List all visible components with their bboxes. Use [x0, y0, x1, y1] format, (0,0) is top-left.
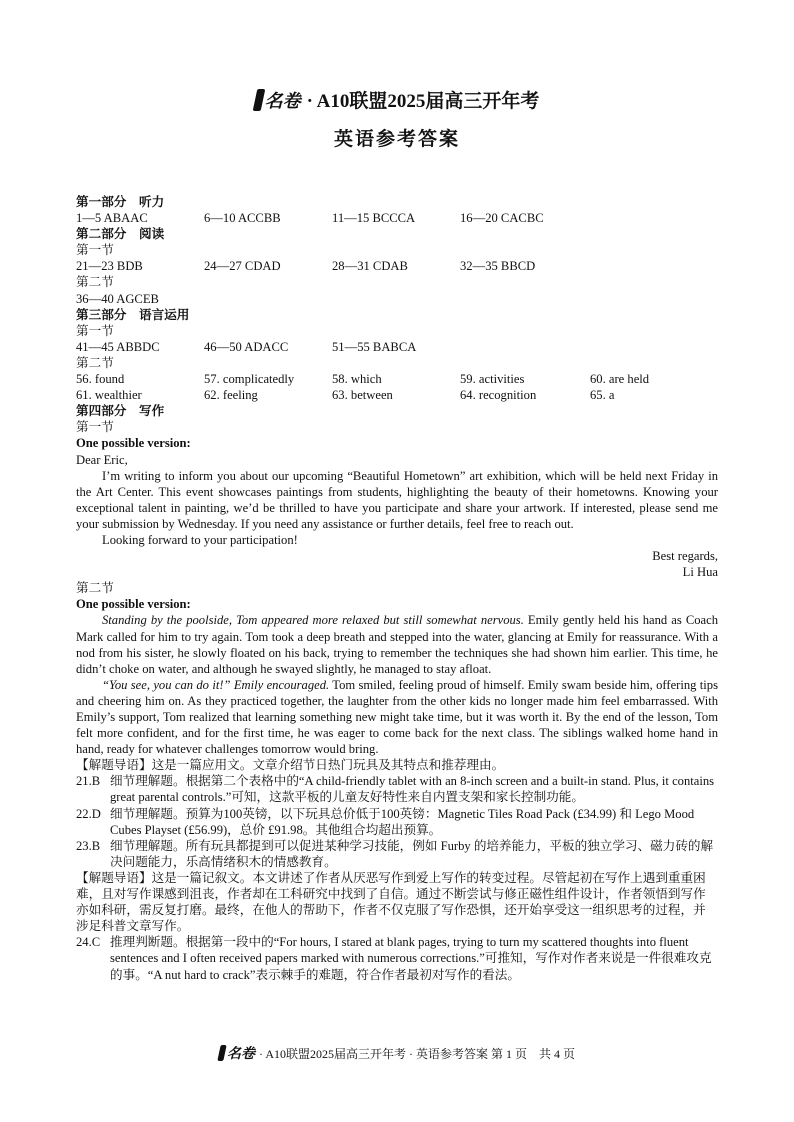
- answer-item: 57. complicatedly: [204, 372, 295, 387]
- question-number: 24.C: [76, 935, 101, 950]
- footer-logo-text: 名卷: [227, 1047, 255, 1062]
- answer-row: [76, 339, 718, 355]
- story-text: Tom smiled, feeling proud of himself. Emily swam beside him, offering tips and cheering him on. As they practiced together, the laughter from the other kids no longer made him feel embarrassed. With Emily’s support, Tom realized that learning something new might take time, but it was worth it. By the end of the lesson, Tom felt more confident, and for the first time, he was eager to come back for the next class. The siblings walked home hand in hand, ready for whatever challenges tomorrow would bring.: [76, 677, 718, 757]
- explanation-text: 推理判断题。根据第一段中的“For hours, I stared at blank pages, trying to turn my scattered thoughts into fluent sentences and I often received papers marked with numerous corrections.”可推知，写作对作者来说是一件很难攻克的事。“A nut hard to crack”表示棘手的难题，符合作者最初对写作的看法。: [110, 935, 712, 982]
- section-label: 第二节: [76, 355, 114, 370]
- question-number: 22.D: [76, 806, 101, 821]
- letter-closing: Best regards,: [652, 549, 718, 564]
- section-label: 第一节: [76, 323, 114, 338]
- answer-group: 36—40 AGCEB: [76, 291, 159, 306]
- explanation-text: 细节理解题。预算为100英镑，以下玩具总价低于100英镑：Magnetic Tiles Road Pack (£34.99) 和 Lego Mood Cubes Playset (£56.99)，总价 £91.98。其他组合均超出预算。: [110, 806, 695, 837]
- answer-item: 63. between: [332, 388, 393, 403]
- part4-heading: 第四部分 写作: [76, 404, 165, 419]
- footer-text: · A10联盟2025届高三开年考 · 英语参考答案 第 1 页 共 4 页: [259, 1046, 575, 1061]
- letter-body: I’m writing to inform you about our upcoming “Beautiful Hometown” art exhibition, which will be held next Friday in the Art Center. This event showcases paintings from students, highlighting the beauty of their hometowns. Knowing your exceptional talent in painting, we’d be thrilled to have you participate and share your artwork. If interested, please send me your submission by Wednesday. If you need any assistance or further details, feel free to reach out.: [76, 468, 718, 531]
- explanation-text: 细节理解题。根据第二个表格中的“A child-friendly tablet with an 8-inch screen and a built-in stand. Plus, it contains great parental controls.”可知，这款平板的儿童友好特性来自内置支架和家长控制功能。: [110, 774, 715, 805]
- explanation-guide: 【解题导语】这是一篇记叙文。本文讲述了作者从厌恶写作到爱上写作的转变过程。尽管起初在写作上遇到重重困难，且对写作课感到沮丧，作者却在工科研究中找到了自信。通过不断尝试与修正磁性组件设计，作者领悟到写作亦如科研，需反复打磨。最终，在他人的帮助下，作者不仅克服了写作恐惧，还开始享受这一组织思考的过程，并涉足科普文章写作。: [76, 870, 706, 934]
- answer-item: 60. are held: [590, 372, 650, 387]
- document-header: [0, 86, 794, 151]
- answer-item: 56. found: [76, 372, 125, 387]
- logo-text: 名卷: [264, 90, 301, 111]
- given-sentence: “You see, you can do it!” Emily encouraged.: [102, 677, 330, 692]
- story-text: Emily gently held his hand as Coach Mark called for him to try again. Tom took a deep breath and stepped into the water, glancing at Emily for reassurance. With a nod from his sister, he slowly floated on his back, trying to remember the techniques she had shown him earlier. This time, he didn’t choke on water, and although he swayed slightly, he managed to stay afloat.: [76, 613, 718, 676]
- answer-item: 65. a: [590, 388, 615, 403]
- answer-group: 1—5 ABAAC: [76, 211, 148, 226]
- brush-logo-icon: [217, 1045, 226, 1061]
- part3-heading: 第三部分 语言运用: [76, 307, 190, 322]
- story-paragraph-2: [76, 677, 718, 757]
- explanation-text: 细节理解题。所有玩具都提到可以促进某种学习技能，例如 Furby 的培养能力，平板的独立学习、磁力砖的解决问题能力，乐高情绪积木的情感教育。: [110, 838, 714, 869]
- answer-row: [76, 371, 718, 387]
- answer-group: 6—10 ACCBB: [204, 211, 281, 226]
- given-sentence: Standing by the poolside, Tom appeared more relaxed but still somewhat nervous.: [102, 613, 524, 628]
- section-label: 第一节: [76, 420, 114, 435]
- answer-row: [76, 291, 718, 307]
- answer-item: 59. activities: [460, 372, 525, 387]
- answer-group: 51—55 BABCA: [332, 339, 417, 354]
- section-label: 第一节: [76, 243, 114, 258]
- answer-item: 62. feeling: [204, 388, 258, 403]
- page-footer: [0, 1043, 794, 1063]
- answer-item: 64. recognition: [460, 388, 537, 403]
- explanation-guide: 【解题导语】这是一篇应用文。文章介绍节日热门玩具及其特点和推荐理由。: [76, 758, 505, 773]
- answer-row: [76, 387, 718, 403]
- story-paragraph-1: [76, 612, 718, 676]
- section-label: 第二节: [76, 581, 114, 596]
- part2-heading: 第二部分 阅读: [76, 227, 165, 242]
- brand-logo: [255, 87, 301, 113]
- question-number: 23.B: [76, 838, 101, 853]
- version-label: One possible version:: [76, 597, 191, 612]
- answer-group: 16—20 CACBC: [460, 211, 544, 226]
- letter-signature: Li Hua: [682, 565, 718, 580]
- answer-group: 32—35 BBCD: [460, 259, 536, 274]
- section-label: 第二节: [76, 275, 114, 290]
- answer-group: 11—15 BCCCA: [332, 211, 416, 226]
- answer-item: 58. which: [332, 372, 382, 387]
- part1-heading: 第一部分 听力: [76, 195, 165, 209]
- footer-logo: [219, 1043, 255, 1063]
- answer-row: [76, 210, 718, 226]
- explanation-item: [76, 806, 718, 838]
- explanation-item: [76, 773, 718, 805]
- explanation-item: [76, 934, 718, 982]
- answer-group: 41—45 ABBDC: [76, 339, 160, 354]
- answer-content: [76, 194, 718, 983]
- answer-group: 46—50 ADACC: [204, 339, 289, 354]
- answer-item: 61. wealthier: [76, 388, 142, 403]
- answer-group: 24—27 CDAD: [204, 259, 281, 274]
- question-number: 21.B: [76, 774, 101, 789]
- title-line-1: [255, 86, 540, 113]
- document-title: 英语参考答案: [333, 128, 460, 150]
- exam-title: · A10联盟2025届高三开年考: [306, 91, 540, 112]
- answer-group: 21—23 BDB: [76, 259, 143, 274]
- answer-group: 28—31 CDAB: [332, 259, 408, 274]
- brush-logo-icon: [252, 89, 265, 111]
- explanation-item: [76, 838, 718, 870]
- letter-greeting: Dear Eric,: [76, 452, 128, 467]
- answer-row: [76, 258, 718, 274]
- version-label: One possible version:: [76, 436, 191, 451]
- letter-closing-line: Looking forward to your participation!: [102, 532, 298, 547]
